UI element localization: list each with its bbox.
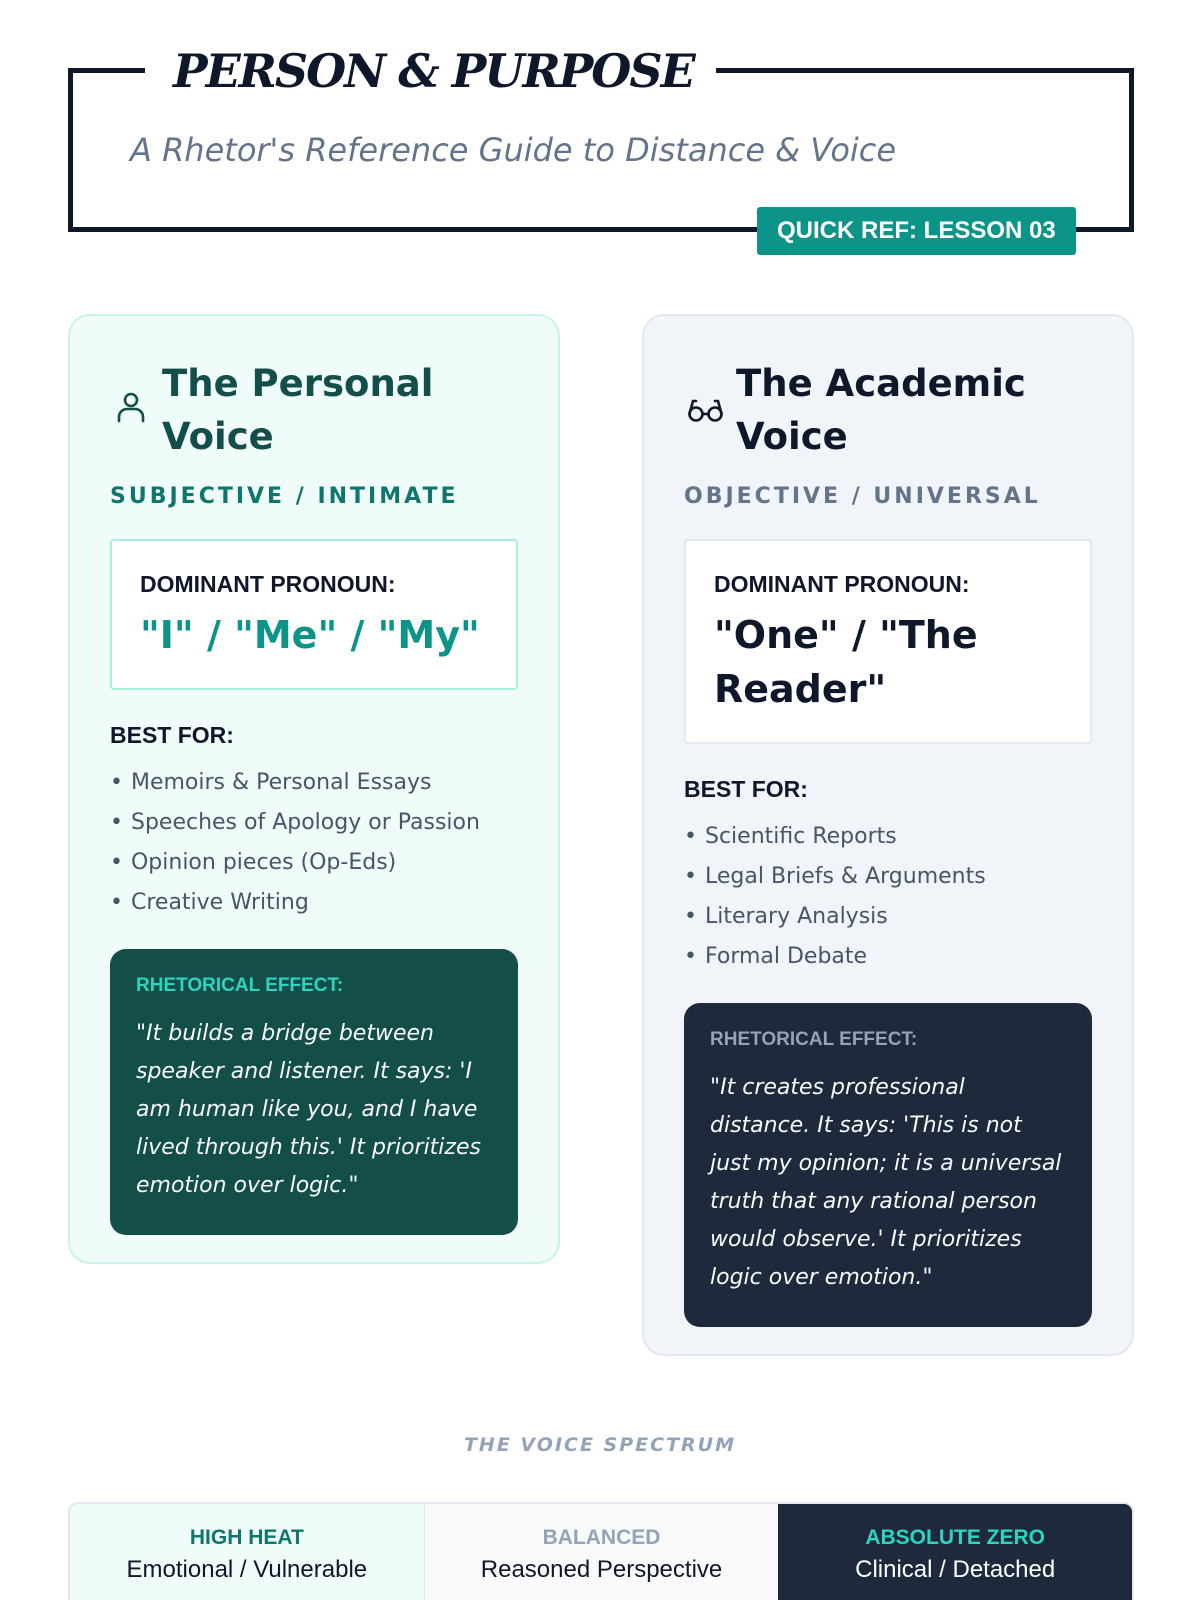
segment-text: Clinical / Detached (855, 1556, 1056, 1583)
person-icon (110, 387, 156, 433)
card-title: The Academic Voice (736, 362, 1026, 458)
card-header (110, 356, 518, 464)
card-tagline: SUBJECTIVE / INTIMATE (110, 484, 459, 509)
voice-spectrum (68, 1502, 1134, 1600)
pronoun-value: "I" / "Me" / "My" (140, 613, 480, 657)
pronoun-label: DOMINANT PRONOUN: (140, 571, 396, 597)
card-title: The Personal Voice (162, 362, 434, 458)
list-item: • Scientific Reports (684, 824, 897, 849)
list-item: • Literary Analysis (684, 904, 888, 929)
effect-label: RHETORICAL EFFECT: (710, 1029, 918, 1050)
pronoun-box (110, 539, 518, 690)
academic-voice-card (642, 314, 1134, 1356)
page-subtitle: A Rhetor's Reference Guide to Distance & Voice (130, 131, 897, 169)
effect-quote: "It creates professional distance. It says: 'This is not just my opinion; it is a universal truth that any rational person would observe.' It prioritizes logic over emotion." (710, 1075, 1062, 1290)
best-for-label: BEST FOR: (110, 722, 234, 748)
best-for-list (110, 763, 518, 923)
bullet-icon: • (110, 850, 123, 875)
list-item: • Formal Debate (684, 944, 868, 969)
card-tagline: OBJECTIVE / UNIVERSAL (684, 484, 1041, 509)
pronoun-box (684, 539, 1092, 744)
rhetorical-effect-box (110, 949, 518, 1235)
personal-voice-card (68, 314, 560, 1264)
best-for-label: BEST FOR: (684, 776, 808, 802)
segment-text: Emotional / Vulnerable (126, 1556, 368, 1583)
best-for-list (684, 817, 1092, 977)
list-item: • Opinion pieces (Op-Eds) (110, 850, 397, 875)
pronoun-value: "One" / "The Reader" (714, 613, 978, 711)
bullet-icon: • (110, 770, 123, 795)
effect-quote: "It builds a bridge between speaker and listener. It says: 'I am human like you, and I have lived through this.' It prioritizes emotion over logic." (136, 1021, 481, 1198)
rhetorical-effect-box (684, 1003, 1092, 1327)
page-title: PERSON & PURPOSE (145, 43, 716, 99)
bullet-icon: • (684, 944, 697, 969)
spectrum-segment-high-heat (70, 1504, 424, 1600)
spectrum-title: THE VOICE SPECTRUM (463, 1434, 737, 1456)
segment-kicker: ABSOLUTE ZERO (865, 1526, 1046, 1549)
bullet-icon: • (684, 824, 697, 849)
segment-kicker: HIGH HEAT (189, 1526, 304, 1549)
header-frame (68, 44, 1134, 244)
list-item: • Creative Writing (110, 890, 309, 915)
list-item: • Legal Briefs & Arguments (684, 864, 986, 889)
segment-text: Reasoned Perspective (480, 1556, 723, 1583)
bullet-icon: • (684, 864, 697, 889)
bullet-icon: • (110, 890, 123, 915)
list-item: • Speeches of Apology or Passion (110, 810, 480, 835)
spectrum-segment-absolute-zero (778, 1504, 1132, 1600)
list-item: • Memoirs & Personal Essays (110, 770, 432, 795)
bullet-icon: • (110, 810, 123, 835)
card-header (684, 356, 1092, 464)
pronoun-label: DOMINANT PRONOUN: (714, 571, 970, 597)
effect-label: RHETORICAL EFFECT: (136, 975, 344, 996)
spectrum-segment-balanced (424, 1504, 779, 1600)
bullet-icon: • (684, 904, 697, 929)
segment-kicker: BALANCED (542, 1526, 661, 1549)
glasses-icon (684, 387, 730, 433)
lesson-badge: QUICK REF: LESSON 03 (757, 207, 1076, 255)
